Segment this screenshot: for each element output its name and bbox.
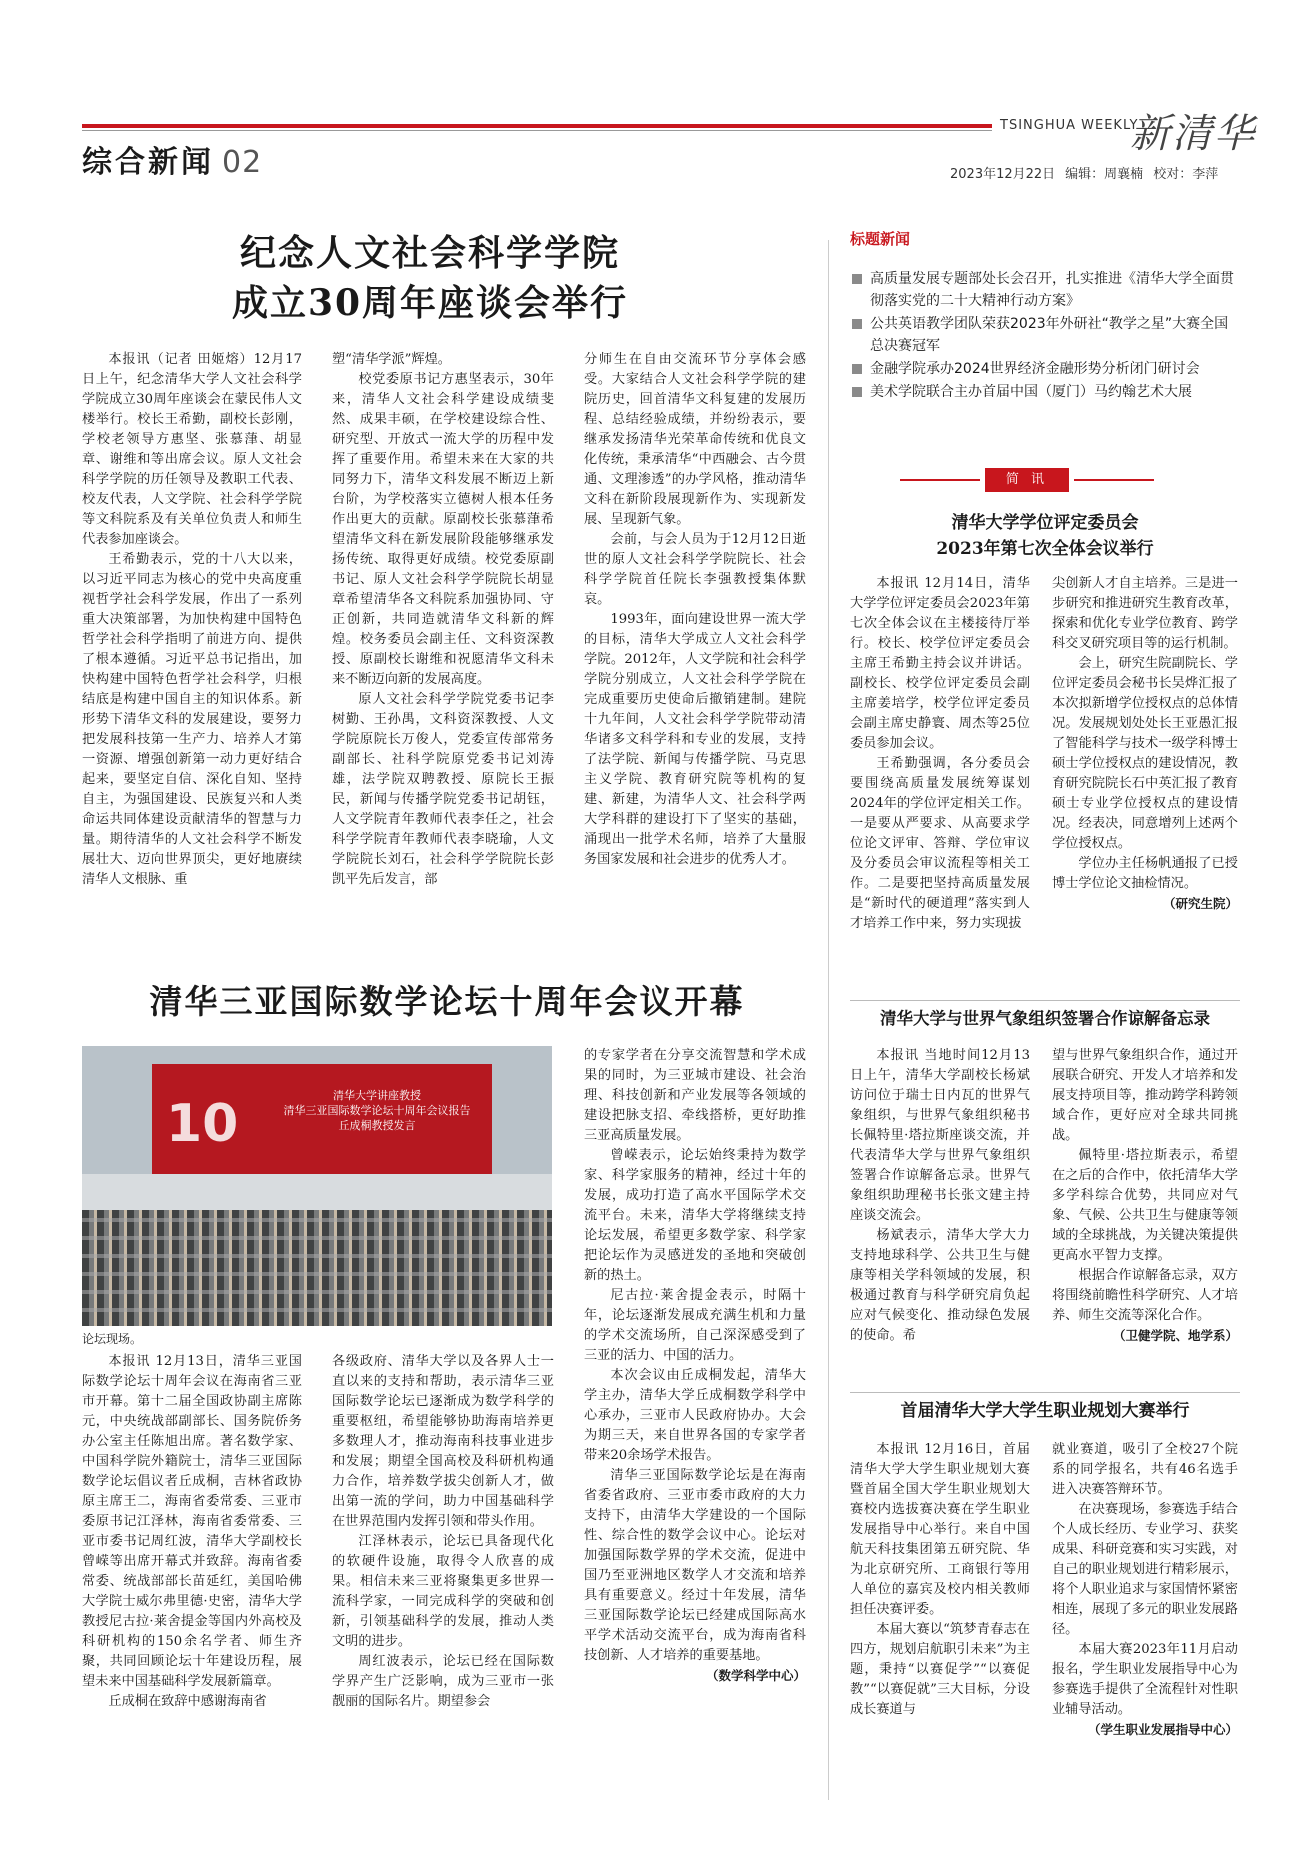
brief3-source: （学生职业发展指导中心）: [1087, 1722, 1238, 1737]
brief1-source: （研究生院）: [1162, 896, 1238, 911]
headline-item[interactable]: 金融学院承办2024世界经济金融形势分析闭门研讨会: [850, 358, 1240, 380]
article2-col3: 的专家学者在分享交流智慧和学术成果的同时，为三亚城市建设、社会治理、科技创新和产业发展等各领域的建设把脉支招、牵线搭桥，更好助推三亚高质量发展。 曾嵘表示，论坛始终秉持为数学家、科学家服务的精神，经过十年的发展，成功打造了高水平国际学术交流平台。未来，清华大学将继续支持论坛发展，希望更多数学家、科学家把论坛作为灵感迸发的圣地和突破创新的热土。 尼古拉·莱舍提金表示，时隔十年，论坛逐渐发展成充满生机和力量的学术交流场所，自己深深感受到了三亚的活力、中国的活力。 本次会议由丘成桐发起，清华大学主办，清华大学丘成桐数学科学中心承办，三亚市人民政府协办。大会为期三天，来自世界各国的专家学者带来20余场学术报告。 清华三亚国际数学论坛是在海南省委省政府、三亚市委市政府的大力支持下，由清华大学建设的一个国际性、综合性的数学会议中心。论坛对加强国际数学界的学术交流，促进中国乃至亚洲地区数学人才交流和培养具有重要意义。经过十年发展，清华三亚国际数学论坛已经建成国际高水平学术活动交流平台，成为海南省科技创新、人才培养的重要基地。 （数学科学中心）: [584, 1046, 806, 1792]
article2-col1: 本报讯 12月13日，清华三亚国际数学论坛十周年会议在海南省三亚市开幕。第十二届全国政协副主席陈元，中央统战部副部长、国务院侨务办公室主任陈旭出席。著名数学家、中国科学院外籍院士，清华三亚国际数学论坛倡议者丘成桐，吉林省政协原主席王二，海南省委常委、三亚市委原书记江泽林，海南省委常委、三亚市委书记周红波，清华大学副校长曾嵘等出席开幕式并致辞。海南省委常委、统战部部长苗延红，美国哈佛大学院士威尔弗里德·史密，清华大学教授尼古拉·莱舍提金等国内外高校及科研机构的150余名学者、师生齐聚，共同回顾论坛十年建设历程，展望未来中国基础科学发展新篇章。 丘成桐在致辞中感谢海南省: [82, 1354, 302, 1709]
brief2-col1: 本报讯 当地时间12月13日上午，清华大学副校长杨斌访问位于瑞士日内瓦的世界气象组织，与世界气象组织秘书长佩特里·塔拉斯座谈交流，并代表清华大学与世界气象组织签署合作谅解备忘录。世界气象组织助理秘书长张文建主持座谈交流会。 杨斌表示，清华大学大力支持地球科学、公共卫生与健康等相关学科领域的发展，积极通过教育与科学研究肩负起应对气候变化、推动绿色发展的使命。希: [850, 1048, 1030, 1343]
headline-news-list: [850, 268, 1240, 404]
column-divider: [828, 240, 829, 1800]
article2-col2: 各级政府、清华大学以及各界人士一直以来的支持和帮助，表示清华三亚国际数学论坛已逐渐成为数学科学的重要枢纽，希望能够协助海南培养更多数理人才，推动海南科技事业进步和发展；期望全国高校及科研机构通力合作，培养数学拔尖创新人才，做出第一流的学问，助力中国基础科学在世界范围内发挥引领和带头作用。 江泽林表示，论坛已具备现代化的软硬件设施，取得令人欣喜的成果。相信未来三亚将聚集更多世界一流科学家，一同完成科学的突破和创新，引领基础科学的发展，推动人类文明的进步。 周红波表示，论坛已经在国际数学界产生广泛影响，成为三亚市一张靓丽的国际名片。期望参会: [332, 1354, 554, 1709]
brief1-col1: 本报讯 12月14日，清华大学学位评定委员会2023年第七次全体会议在主楼接待厅举行。校长、校学位评定委员会主席王希勤主持会议并讲话。副校长、校学位评定委员会副主席姜培学，校学位评定委员会副主席史静寰、周杰等25位委员参加会议。 王希勤强调，各分委员会要围绕高质量发展统筹谋划2024年的学位评定相关工作。一是要从严要求、从高要求学位论文评审、答辩、学位审议及分委员会审议流程等相关工作。二是要把坚持高质量发展是“新时代的硬道理”落实到人才培养工作中来，努力实现拔: [850, 576, 1030, 931]
stage-screen: 10 清华大学讲座教授 清华三亚国际数学论坛十周年会议报告 丘成桐教授发言: [152, 1064, 492, 1174]
brief-divider: [850, 1392, 1240, 1393]
masthead-logo: 新清华: [1130, 111, 1256, 157]
screen-logo: 10: [166, 1094, 239, 1154]
brief-label: 简 讯: [985, 468, 1069, 492]
article1-col3: 分师生在自由交流环节分享体会感受。大家结合人文社会科学学院的建院历史，回首清华文科复建的发展历程、总结经验成绩，并纷纷表示，要继承发扬清华光荣革命传统和优良文化传统，秉承清华“中西融会、古今贯通、文理渗透”的办学风格，推动清华文科在新阶段展现新作为、实现新发展、呈现新气象。 会前，与会人员为于12月12日逝世的原人文社会科学学院院长、社会科学学院首任院长李强教授集体默哀。 1993年，面向建设世界一流大学的目标，清华大学成立人文社会科学学院。2012年，人文学院和社会科学学院分别成立，人文社会科学学院在完成重要历史使命后撤销建制。建院十九年间，人文社会科学学院带动清华诸多文科学科和专业的发展，支持了法学院、新闻与传播学院、马克思主义学院、教育研究院等机构的复建、新建，为清华人文、社会科学两大学科群的建设打下了坚实的基础，涌现出一批学术名师，培养了大量服务国家发展和社会进步的优秀人才。: [584, 352, 806, 867]
article2-title: 清华三亚国际数学论坛十周年会议开幕: [149, 982, 745, 1021]
brief3-title: 首届清华大学大学生职业规划大赛举行: [900, 1401, 1190, 1421]
section-title: 综合新闻 02: [82, 145, 263, 180]
article1-title: 纪念人文社会科学学院 成立30周年座谈会举行: [231, 232, 629, 324]
brief-rule-right: [1074, 479, 1154, 481]
headline-news-label: 标题新闻: [850, 230, 911, 248]
photo-caption: 论坛现场。: [82, 1332, 143, 1346]
brief3-col2: 就业赛道，吸引了全校27个院系的同学报名，共有46名选手进入决赛答辩环节。 在决赛现场，参赛选手结合个人成长经历、专业学习、获奖成果、科研竞赛和实习实践，对自己的职业规划进行精彩展示，将个人职业追求与家国情怀紧密相连，展现了多元的职业发展路径。 本届大赛2023年11月启动报名，学生职业发展指导中心为参赛选手提供了全流程针对性职业辅导活动。 （学生职业发展指导中心）: [1052, 1440, 1238, 1810]
header-gray-rule: [82, 130, 992, 131]
headline-item[interactable]: 高质量发展专题部处长会召开，扎实推进《清华大学全面贯彻落实党的二十大精神行动方案》: [850, 268, 1240, 312]
article2-source: （数学科学中心）: [705, 1668, 806, 1683]
headline-item[interactable]: 公共英语教学团队荣获2023年外研社“教学之星”大赛全国总决赛冠军: [850, 313, 1240, 357]
brief2-source: （卫健学院、地学系）: [1112, 1328, 1238, 1343]
forum-photo: [82, 1046, 552, 1326]
brief-divider: [850, 1000, 1240, 1001]
brief-rule-left: [900, 479, 980, 481]
page-number: 02: [222, 145, 263, 180]
headline-item[interactable]: 美术学院联合主办首届中国（厦门）马约翰艺术大展: [850, 381, 1240, 403]
article1-col2: 塑“清华学派”辉煌。 校党委原书记方惠坚表示，30年来，清华人文社会科学建设成绩斐然、成果丰硕，在学校建设综合性、研究型、开放式一流大学的历程中发挥了重要作用。希望未来在大家的共同努力下，清华文科发展不断迈上新台阶，为学校落实立德树人根本任务作出更大的贡献。原副校长张慕葏希望清华文科在新发展阶段能够继承发扬传统、取得更好成绩。校党委原副书记、原人文社会科学学院院长胡显章希望清华各文科院系加强协同、守正创新，共同造就清华文科新的辉煌。校务委员会副主任、文科资深教授、原副校长谢维和祝愿清华文科未来不断迈向新的发展高度。 原人文社会科学学院党委书记李树勤、王孙禺，文科资深教授、人文学院原院长万俊人，党委宣传部常务副部长、社科学院原党委书记刘涛雄，法学院双聘教授、原院长王振民，新闻与传播学院党委书记胡钰，人文学院青年教师代表李任之，社会科学学院青年教师代表李晓瑜，人文学院院长刘石，社会科学学院院长彭凯平先后发言，部: [332, 352, 554, 887]
brief3-col1: 本报讯 12月16日，首届清华大学大学生职业规划大赛暨首届全国大学生职业规划大赛校内选拔赛决赛在学生职业发展指导中心举行。来自中国航天科技集团第五研究院、华为北京研究所、工商银行等用人单位的嘉宾及校内相关教师担任决赛评委。 本届大赛以“筑梦青春志在四方，规划启航职引未来”为主题，秉持“以赛促学”“以赛促教”“以赛促就”三大目标，分设成长赛道与: [850, 1442, 1030, 1717]
brief2-col2: 望与世界气象组织合作，通过开展联合研究、开发人才培养和发展支持项目等，推动跨学科跨领域合作，更好应对全球共同挑战。 佩特里·塔拉斯表示，希望在之后的合作中，依托清华大学多学科综合优势，共同应对气象、气候、公共卫生与健康等领域的全球挑战，为关键决策提供更高水平智力支撑。 根据合作谅解备忘录，双方将围绕前瞻性科学研究、人才培养、师生交流等深化合作。 （卫健学院、地学系）: [1052, 1046, 1238, 1386]
dateline: 2023年12月22日 编辑：周襄楠 校对：李萍: [950, 167, 1219, 182]
seat-rows: [82, 1210, 552, 1326]
header-red-rule: [82, 124, 992, 128]
brief1-title: 清华大学学位评定委员会 2023年第七次全体会议举行: [936, 513, 1154, 559]
stage-wall: [82, 1174, 552, 1210]
brief1-col2: 尖创新人才自主培养。三是进一步研究和推进研究生教育改革，探索和优化专业学位教育、跨学科交叉研究项目等的运行机制。 会上，研究生院副院长、学位评定委员会秘书长吴烨汇报了本次拟新增学位授权点的总体情况。发展规划处处长王亚愚汇报了智能科学与技术一级学科博士硕士学位授权点的建设情况，教育研究院院长石中英汇报了教育硕士专业学位授权点的建设情况。经表决，同意增列上述两个学位授权点。 学位办主任杨帆通报了已授博士学位论文抽检情况。 （研究生院）: [1052, 574, 1238, 994]
brief2-title: 清华大学与世界气象组织签署合作谅解备忘录: [880, 1009, 1210, 1028]
article1-col1: 本报讯（记者 田姬熔）12月17日上午，纪念清华大学人文社会科学学院成立30周年座谈会在蒙民伟人文楼举行。校长王希勤，副校长彭刚，学校老领导方惠坚、张慕葏、胡显章、谢维和等出席会议。原人文社会科学学院的历任领导及教职工代表、校友代表，人文学院、社会科学学院等文科院系及有关单位负责人和师生代表参加座谈会。 王希勤表示，党的十八大以来，以习近平同志为核心的党中央高度重视哲学社会科学发展，作出了一系列重大决策部署，为加快构建中国特色哲学社会科学指明了前进方向、提供了根本遵循。习近平总书记指出，加快构建中国特色哲学社会科学，归根结底是构建中国自主的知识体系。新形势下清华文科的发展建设，要努力把发展科技第一生产力、培养人才第一资源、增强创新第一动力更好结合起来，要坚定自信、深化自知、坚持自主，为强国建设、民族复兴和人类命运共同体建设贡献清华的智慧与力量。期待清华的人文社会科学不断发展壮大、迈向世界顶尖，更好地赓续清华人文根脉、重: [82, 352, 302, 887]
weekly-label: TSINGHUA WEEKLY: [1000, 118, 1139, 133]
